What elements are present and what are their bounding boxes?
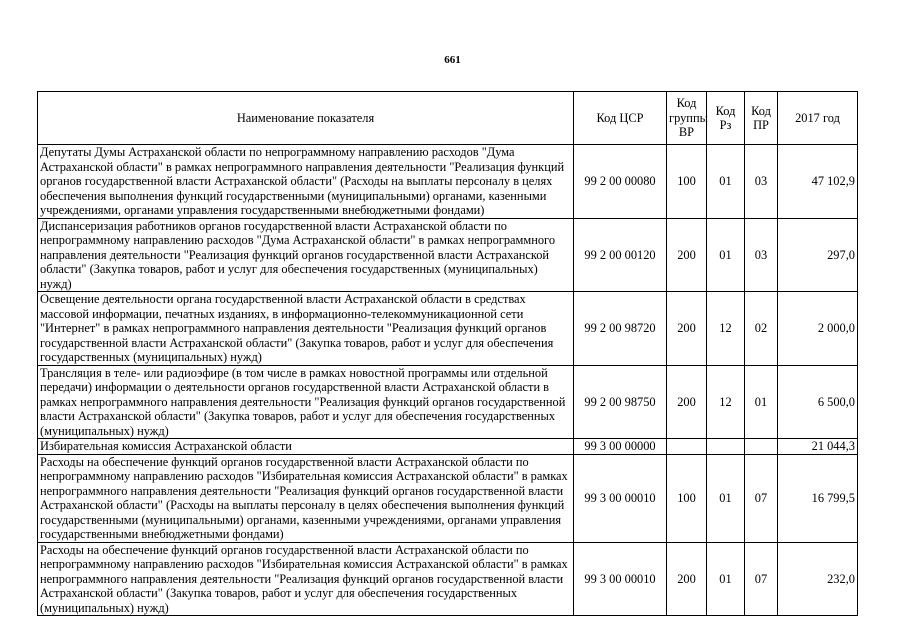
table-header-row <box>38 92 858 145</box>
row-csr: 99 2 00 98720 <box>574 292 667 366</box>
row-csr: 99 3 00 00010 <box>574 542 667 616</box>
table-row <box>38 439 858 455</box>
table-row <box>38 145 858 219</box>
row-csr: 99 2 00 00080 <box>574 145 667 219</box>
row-amount: 2 000,0 <box>778 292 858 366</box>
row-name: Диспансеризация работников органов государственной власти Астраханской области по непрограммному направлению расходов "Дума Астраханской области" в рамках непрограммного направления деятельности "Реализация функций органов государственной власти Астраханской области" (Закупка товаров, работ и услуг для обеспечения государственных (муниципальных) нужд) <box>38 218 574 292</box>
row-rz: 01 <box>707 145 745 219</box>
table-row <box>38 218 858 292</box>
row-vr: 100 <box>667 454 707 542</box>
row-name: Освещение деятельности органа государственной власти Астраханской области в средствах массовой информации, печатных изданиях, в информационно-телекоммуникационной сети "Интернет" в рамках непрограммного направления деятельности "Реализация функций органов государственной власти Астраханской области" (Закупка товаров, работ и услуг для обеспечения государственных (муниципальных) нужд) <box>38 292 574 366</box>
table-row <box>38 454 858 542</box>
row-amount: 47 102,9 <box>778 145 858 219</box>
row-name: Избирательная комиссия Астраханской области <box>38 439 574 455</box>
row-vr: 200 <box>667 365 707 439</box>
row-amount: 16 799,5 <box>778 454 858 542</box>
row-rz: 12 <box>707 365 745 439</box>
header-year: 2017 год <box>778 92 858 145</box>
row-vr <box>667 439 707 455</box>
row-pr: 07 <box>745 542 778 616</box>
row-csr: 99 3 00 00000 <box>574 439 667 455</box>
row-name: Депутаты Думы Астраханской области по непрограммному направлению расходов "Дума Астраханской области" в рамках непрограммного направления деятельности "Реализация функций органов государственной власти Астраханской области" (Расходы на выплаты персоналу в целях обеспечения выполнения функций государственными (муниципальными) органами, казенными учреждениями, органами управления государственными внебюджетными фондами) <box>38 145 574 219</box>
row-name: Трансляция в теле- или радиоэфире (в том числе в рамках новостной программы или отдельной передачи) информации о деятельности органов государственной власти Астраханской области в рамках непрограммного направления деятельности "Реализация функций органов государственной власти Астраханской области" (Закупка товаров, работ и услуг для обеспечения государственных (муниципальных) нужд) <box>38 365 574 439</box>
row-rz: 01 <box>707 454 745 542</box>
row-csr: 99 2 00 00120 <box>574 218 667 292</box>
table-row <box>38 292 858 366</box>
row-vr: 200 <box>667 542 707 616</box>
table-row <box>38 365 858 439</box>
header-vr: Код группы ВР <box>667 92 707 145</box>
row-pr: 01 <box>745 365 778 439</box>
page-number: 661 <box>444 54 461 66</box>
row-vr: 100 <box>667 145 707 219</box>
row-amount: 6 500,0 <box>778 365 858 439</box>
row-name: Расходы на обеспечение функций органов государственной власти Астраханской области по непрограммному направлению расходов "Избирательная комиссия Астраханской области" в рамках непрограммного направления деятельности "Реализация функций органов государственной власти Астраханской области" (Закупка товаров, работ и услуг для обеспечения государственных (муниципальных) нужд) <box>38 542 574 616</box>
row-pr: 03 <box>745 145 778 219</box>
row-pr: 03 <box>745 218 778 292</box>
row-amount: 232,0 <box>778 542 858 616</box>
row-amount: 297,0 <box>778 218 858 292</box>
header-name: Наименование показателя <box>38 92 574 145</box>
row-vr: 200 <box>667 292 707 366</box>
row-rz: 01 <box>707 542 745 616</box>
row-rz: 12 <box>707 292 745 366</box>
row-pr: 02 <box>745 292 778 366</box>
header-csr: Код ЦСР <box>574 92 667 145</box>
row-vr: 200 <box>667 218 707 292</box>
row-pr: 07 <box>745 454 778 542</box>
row-rz: 01 <box>707 218 745 292</box>
row-csr: 99 2 00 98750 <box>574 365 667 439</box>
row-name: Расходы на обеспечение функций органов государственной власти Астраханской области по непрограммному направлению расходов "Избирательная комиссия Астраханской области" в рамках непрограммного направления деятельности "Реализация функций органов государственной власти Астраханской области" (Расходы на выплаты персоналу в целях обеспечения выполнения функций государственными (муниципальными) органами, казенными учреждениями, органами управления государственными внебюджетными фондами) <box>38 454 574 542</box>
header-pr: Код ПР <box>745 92 778 145</box>
row-pr <box>745 439 778 455</box>
row-rz <box>707 439 745 455</box>
budget-table <box>37 91 858 616</box>
row-csr: 99 3 00 00010 <box>574 454 667 542</box>
row-amount: 21 044,3 <box>778 439 858 455</box>
header-rz: Код Рз <box>707 92 745 145</box>
table-row <box>38 542 858 616</box>
